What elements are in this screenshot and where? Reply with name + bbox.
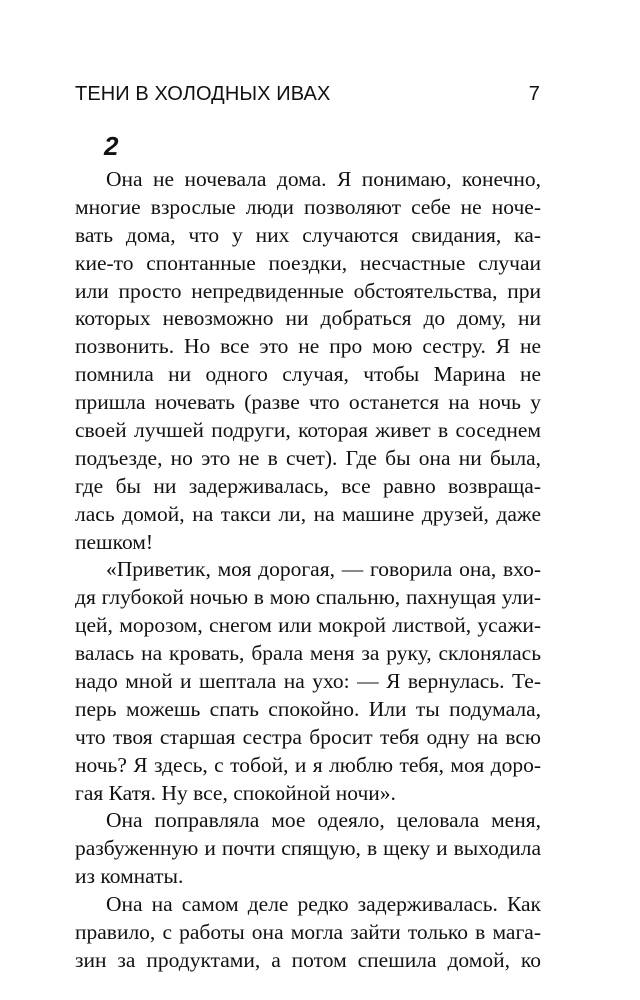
text-line: что твоя старшая сестра бросит тебя одну на всю bbox=[75, 724, 541, 749]
text-line: ночь? Я здесь, с тобой, и я люблю тебя, моя доро- bbox=[75, 752, 541, 777]
text-line: зин за продуктами, а потом спешила домой, ко bbox=[75, 947, 541, 972]
text-line: своей лучшей подруги, которая живет в соседнем bbox=[75, 418, 541, 443]
text-line: или просто непредвиденные обстоятельства, при bbox=[75, 278, 541, 303]
text-line: разбуженную и почти спящую, в щеку и выходила bbox=[75, 836, 541, 861]
text-line: «Приветик, моя дорогая, — говорила она, вхо- bbox=[106, 557, 541, 582]
text-line: где бы ни задерживалась, все равно возвраща- bbox=[75, 473, 541, 498]
text-line: гая Катя. Ну все, спокойной ночи». bbox=[75, 780, 396, 805]
chapter-number: 2 bbox=[104, 131, 119, 161]
paragraph bbox=[75, 166, 541, 556]
page-number: 7 bbox=[528, 83, 540, 105]
text-line: перь можешь спать спокойно. Или ты подумала, bbox=[75, 696, 541, 721]
text-line: пришла ночевать (разве что останется на ночь у bbox=[75, 390, 541, 415]
text-line: дя глубокой ночью в мою спальню, пахнущая ули- bbox=[75, 585, 541, 610]
body-text bbox=[75, 166, 541, 975]
text-line: валась на кровать, брала меня за руку, склонялась bbox=[75, 641, 541, 666]
text-line: помнила ни одного случая, чтобы Марина не bbox=[75, 362, 541, 387]
text-line: позвонить. Но все это не про мою сестру. Я не bbox=[75, 334, 541, 359]
text-line: кие-то спонтанные поездки, несчастные случаи bbox=[75, 250, 541, 275]
text-line: лась домой, на такси ли, на машине друзей, даже bbox=[75, 501, 541, 526]
text-line: подъезде, но это не в счет). Где бы она ни была, bbox=[75, 445, 541, 470]
text-line: цей, морозом, снегом или мокрой листвой, усажи- bbox=[75, 613, 541, 638]
text-line: правило, с работы она могла зайти только в мага- bbox=[75, 920, 541, 945]
text-line: Она не ночевала дома. Я понимаю, конечно, bbox=[106, 167, 541, 191]
paragraph bbox=[75, 556, 541, 807]
text-line: Она на самом деле редко задерживалась. Как bbox=[106, 892, 541, 917]
paragraph bbox=[75, 891, 541, 975]
text-line: пешком! bbox=[75, 529, 154, 554]
text-line: надо мной и шептала на ухо: — Я вернулась. Те- bbox=[75, 669, 541, 694]
paragraph bbox=[75, 807, 541, 891]
text-line: которых невозможно ни добраться до дому, ни bbox=[75, 306, 541, 331]
running-header bbox=[75, 83, 540, 113]
text-line: из комнаты. bbox=[75, 864, 184, 889]
text-line: вать дома, что у них случаются свидания, ка- bbox=[75, 222, 541, 247]
text-line: Она поправляла мое одеяло, целовала меня, bbox=[106, 808, 541, 833]
text-line: многие взрослые люди позволяют себе не ноче- bbox=[75, 194, 541, 219]
running-title: ТЕНИ В ХОЛОДНЫХ ИВАХ bbox=[75, 83, 331, 105]
